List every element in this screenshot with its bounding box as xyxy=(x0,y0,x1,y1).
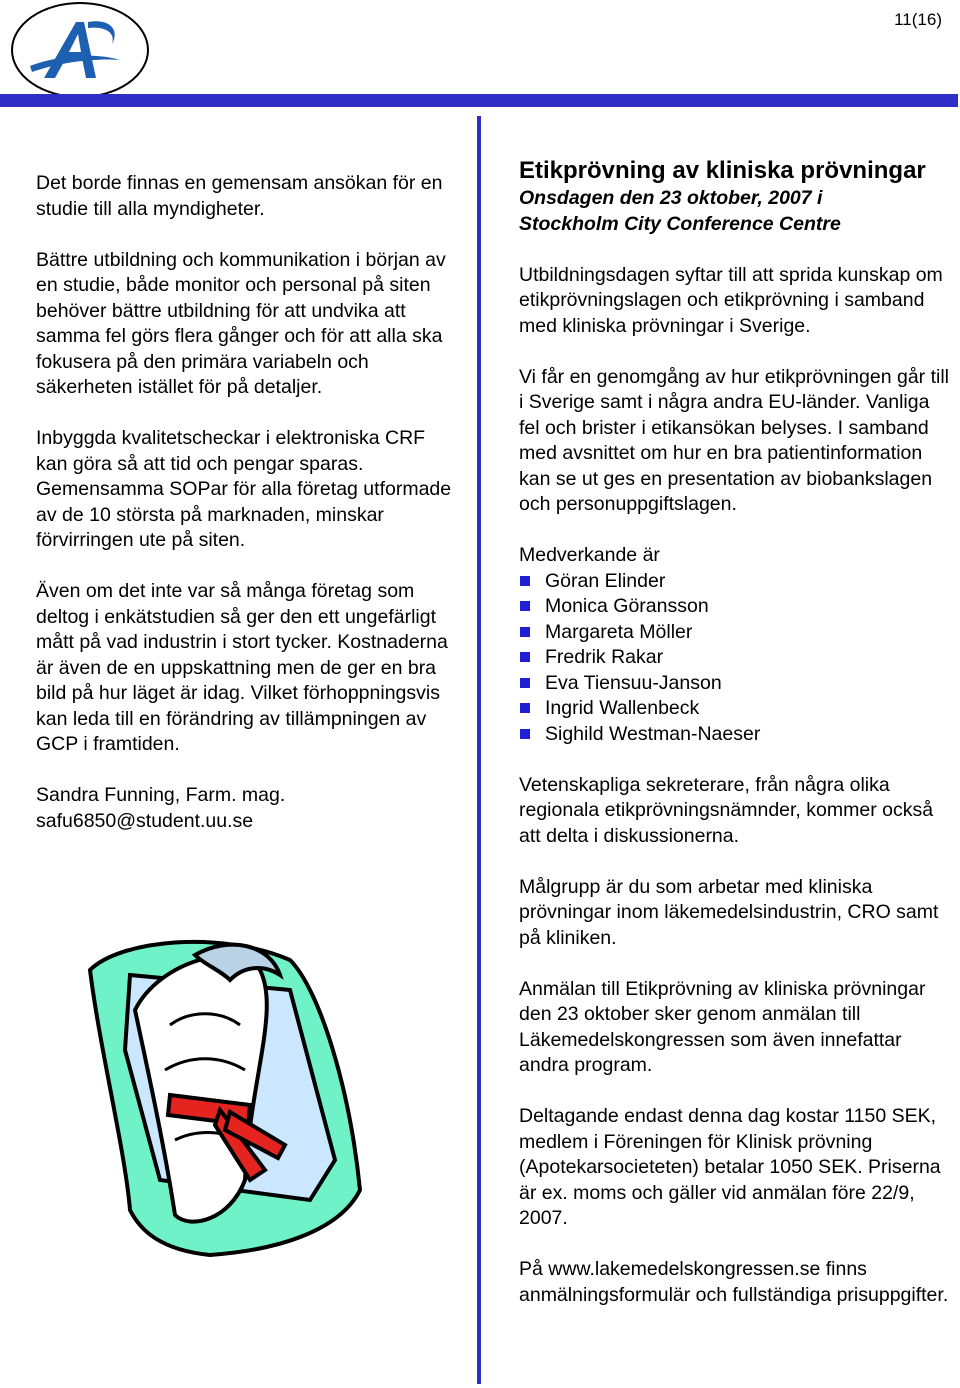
participant-item xyxy=(519,645,949,671)
diploma-scroll-illustration xyxy=(80,930,380,1260)
event-venue: Stockholm City Conference Centre xyxy=(519,212,841,235)
bullet-square-icon xyxy=(520,678,530,688)
event-title: Etikprövning av kliniska prövningar xyxy=(519,157,926,184)
event-paragraph: Anmälan till Etikprövning av kliniska prövningar den 23 oktober sker genom anmälan till Läkemedelskongressen som även innefattar andra program. xyxy=(519,977,926,1076)
page-number: 11(16) xyxy=(894,10,942,29)
signature-email: safu6850@student.uu.se xyxy=(36,809,254,832)
left-paragraph: Inbyggda kvalitetscheckar i elektroniska CRF kan göra så att tid och pengar sparas. Gemensamma SOPar för alla företag utformade av de 10 största på marknaden, minskar förvirringen ute på siten. xyxy=(36,427,452,551)
participant-name: Ingrid Wallenbeck xyxy=(545,697,700,719)
event-paragraph: Vi får en genomgång av hur etikprövningen går till i Sverige samt i några andra EU-länder. Vanliga fel och brister i etikansökan belyses. I samband med avsnittet om hur en bra patientinformation kan se ut ges en presentation av biobankslagen och personuppgiftslagen. xyxy=(519,365,949,515)
bullet-square-icon xyxy=(520,627,530,637)
participant-item xyxy=(519,671,949,697)
event-paragraph: Deltagande endast denna dag kostar 1150 SEK, medlem i Föreningen för Klinisk prövning (Apotekarsocieteten) betalar 1050 SEK. Priserna är ex. moms och gäller vid anmälan före 22/9, 2007. xyxy=(519,1105,941,1229)
column-divider xyxy=(477,116,481,1384)
bullet-square-icon xyxy=(520,729,530,739)
left-paragraph: Det borde finnas en gemensam ansökan för en studie till alla myndigheter. xyxy=(36,172,443,220)
event-date: Onsdagen den 23 oktober, 2007 i xyxy=(519,187,823,209)
bullet-square-icon xyxy=(520,703,530,713)
left-paragraph: Även om det inte var så många företag som deltog i enkätstudien så ger den ett ungefärligt mått på vad industrin i stort tycker. Kostnaderna är även de en uppskattning men de ger en bra bild på hur läget är idag. Vilket förhoppningsvis kan leda till en förändring av tillämpningen av GCP i framtiden. xyxy=(36,580,448,755)
left-paragraph: Bättre utbildning och kommunikation i början av en studie, både monitor och personal på siten behöver bättre utbildning för att undvika att samma fel görs flera gånger och för att alla ska fokusera på den primära variabeln och säkerheten istället för på detaljer. xyxy=(36,248,446,398)
participant-item xyxy=(519,620,949,646)
participant-name: Eva Tiensuu-Janson xyxy=(545,671,722,694)
participant-name: Margareta Möller xyxy=(545,620,693,643)
bullet-square-icon xyxy=(520,601,530,611)
organization-logo xyxy=(0,0,152,104)
event-paragraph: På www.lakemedelskongressen.se finns anmälningsformulär och fullständiga prisuppgifter. xyxy=(519,1258,949,1306)
event-paragraph: Målgrupp är du som arbetar med kliniska prövningar inom läkemedelsindustrin, CRO samt på kliniken. xyxy=(519,875,939,949)
event-paragraph: Vetenskapliga sekreterare, från några olika regionala etikprövningsnämnder, kommer också att delta i diskussionerna. xyxy=(519,773,934,847)
header-rule xyxy=(0,94,958,107)
participant-item xyxy=(519,722,949,748)
participant-name: Göran Elinder xyxy=(545,569,666,592)
event-paragraph: Utbildningsdagen syftar till att sprida kunskap om etikprövningslagen och etikprövning i samband med kliniska prövningar i Sverige. xyxy=(519,263,943,337)
participants-list xyxy=(519,569,949,748)
signature xyxy=(36,783,456,834)
right-column xyxy=(519,156,949,1334)
participant-item xyxy=(519,594,949,620)
bullet-square-icon xyxy=(520,652,530,662)
participant-name: Monica Göransson xyxy=(545,595,709,617)
participant-name: Fredrik Rakar xyxy=(545,646,664,668)
event-header xyxy=(519,156,949,237)
signature-name: Sandra Funning, Farm. mag. xyxy=(36,784,286,806)
bullet-square-icon xyxy=(520,576,530,586)
participant-name: Sighild Westman-Naeser xyxy=(545,722,761,745)
participants-heading: Medverkande är xyxy=(519,544,660,566)
participant-item xyxy=(519,696,949,722)
left-column xyxy=(36,171,456,834)
participant-item xyxy=(519,569,949,595)
